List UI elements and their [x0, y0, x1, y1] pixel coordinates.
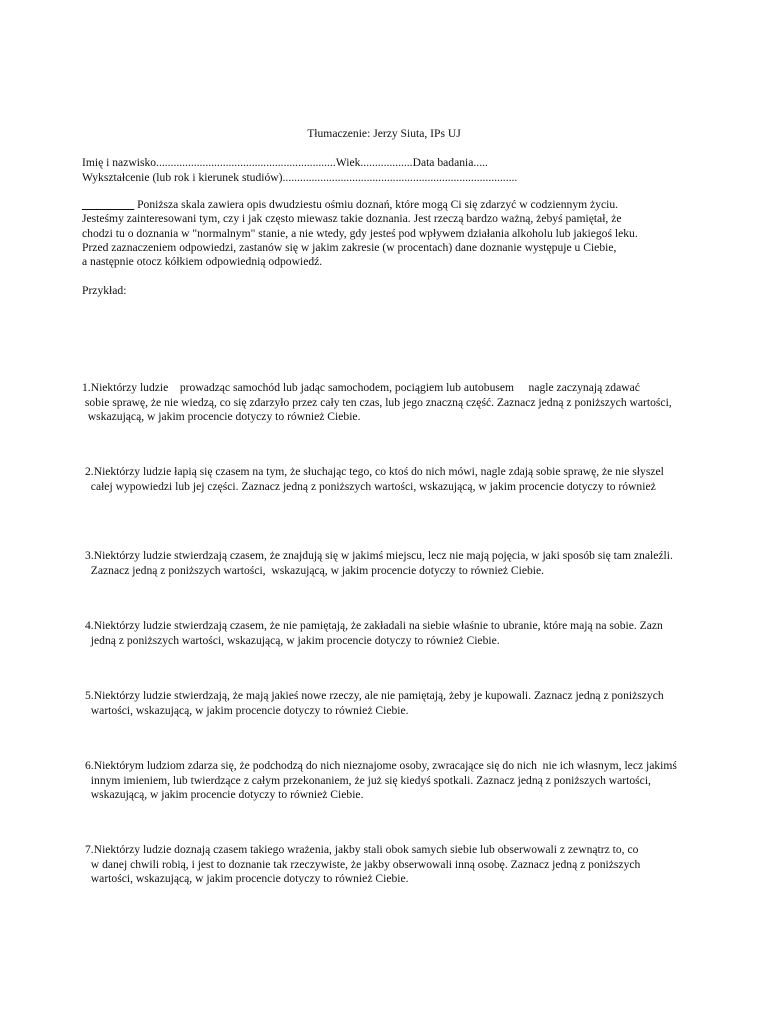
intro-line-1	[82, 198, 618, 212]
question-6-line-3: wskazującą, w jakim procencie dotyczy to również Ciebie.	[85, 788, 364, 801]
question-1-line-2: sobie sprawę, że nie wiedzą, co się zdarzyło przez cały ten czas, lub jego znaczną część. Zaznacz jedną z poniższych wartości,	[82, 396, 672, 409]
question-2-line-2: całej wypowiedzi lub jej części. Zaznacz jedną z poniższych wartości, wskazującą, w jakim procencie dotyczy to również	[85, 480, 656, 493]
intro-line-2: Jesteśmy zainteresowani tym, czy i jak często miewasz takie doznania. Jest rzeczą bardzo ważną, żebyś pamiętał, że	[82, 212, 622, 225]
education-line: Wykształcenie (lub rok i kierunek studiów).................................................................................	[82, 171, 518, 184]
question-7-line-1: 7.Niektórzy ludzie doznają czasem takiego wrażenia, jakby stali obok samych siebie lub obserwowali z zewnątrz to, co	[85, 843, 639, 856]
intro-line-5: a następnie otocz kółkiem odpowiednią odpowiedź.	[82, 255, 323, 268]
question-1-line-1: 1.Niektórzy ludzie prowadząc samochód lub jadąc samochodem, pociągiem lub autobusem nagle zaczynają zdawać	[82, 381, 640, 394]
question-7-line-3: wartości, wskazującą, w jakim procencie dotyczy to również Ciebie.	[85, 872, 409, 885]
name-age-date-line: Imię i nazwisko..............................................................Wiek..................Data badania.....	[82, 156, 488, 169]
question-7-line-2: w danej chwili robią, i jest to doznanie tak rzeczywiste, że jakby obserwowali inną osobę. Zaznacz jedną z poniższych	[85, 858, 641, 871]
example-label: Przykład:	[82, 284, 127, 297]
intro-blank: _________	[82, 198, 135, 211]
question-6-line-2: innym imieniem, lub twierdzące z całym przekonaniem, że już się kiedyś spotkali. Zaznacz jedną z poniższych wartości,	[85, 774, 651, 787]
question-4-line-2: jedną z poniższych wartości, wskazującą, w jakim procencie dotyczy to również Ciebie.	[85, 634, 500, 647]
question-6-line-1: 6.Niektórym ludziom zdarza się, że podchodzą do nich nieznajome osoby, zwracające się do nich nie ich własnym, lecz jakimś	[85, 759, 677, 772]
intro-line-1-text: Poniższa skala zawiera opis dwudziestu ośmiu doznań, które mogą Ci się zdarzyć w codziennym życiu.	[134, 198, 619, 211]
intro-line-3: chodzi tu o doznania w "normalnym" stanie, a nie wtedy, gdy jesteś pod wpływem działania alkoholu lub jakiegoś leku.	[82, 227, 638, 240]
translator-title: Tłumaczenie: Jerzy Siuta, IPs UJ	[307, 127, 461, 140]
question-4-line-1: 4.Niektórzy ludzie stwierdzają czasem, że nie pamiętają, że zakładali na siebie właśnie to ubranie, które mają na sobie. Zazn	[85, 619, 663, 632]
intro-line-4: Przed zaznaczeniem odpowiedzi, zastanów się w jakim zakresie (w procentach) dane doznanie występuje u Ciebie,	[82, 241, 617, 254]
question-5-line-1: 5.Niektórzy ludzie stwierdzają, że mają jakieś nowe rzeczy, ale nie pamiętają, żeby je kupowali. Zaznacz jedną z poniższych	[85, 689, 664, 702]
question-3-line-2: Zaznacz jedną z poniższych wartości, wskazującą, w jakim procencie dotyczy to również Ciebie.	[85, 564, 545, 577]
question-3-line-1: 3.Niektórzy ludzie stwierdzają czasem, że znajdują się w jakimś miejscu, lecz nie mają pojęcia, w jaki sposób się tam znaleźli.	[85, 549, 673, 562]
question-1-line-3: wskazującą, w jakim procencie dotyczy to również Ciebie.	[82, 410, 361, 423]
question-5-line-2: wartości, wskazującą, w jakim procencie dotyczy to również Ciebie.	[85, 704, 409, 717]
question-2-line-1: 2.Niektórzy ludzie łapią się czasem na tym, że słuchając tego, co ktoś do nich mówi, nagle zdają sobie sprawę, że nie słyszel	[85, 465, 664, 478]
